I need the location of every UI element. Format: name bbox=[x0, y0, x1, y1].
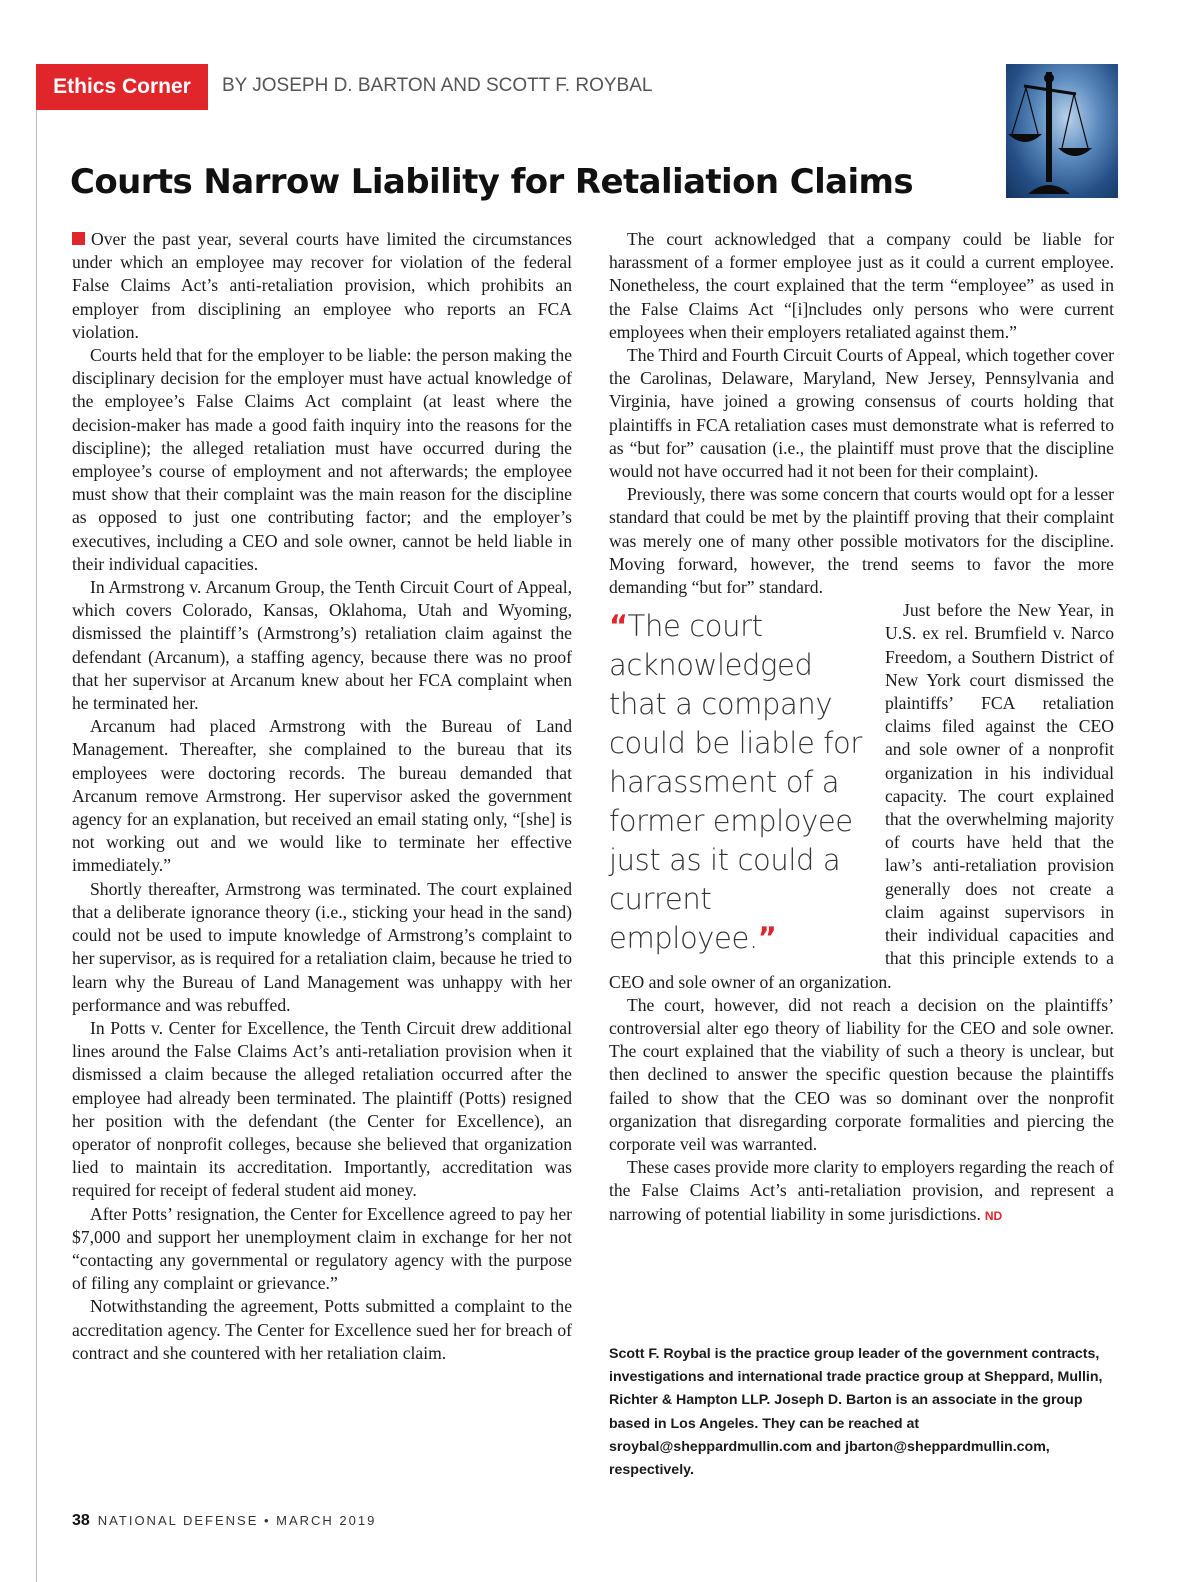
bullet-marker bbox=[72, 232, 85, 245]
pull-quote bbox=[609, 607, 871, 958]
scales-icon bbox=[1006, 64, 1118, 198]
margin-rule bbox=[36, 108, 37, 1582]
page-number: 38 bbox=[72, 1512, 90, 1529]
pull-quote-text: The court acknowledged that a company could be liable for harassment of a former employee just as it could a current employee. bbox=[609, 609, 862, 956]
paragraph: Arcanum had placed Armstrong with the Bureau of Land Management. Thereafter, she complained to the bureau that its employees were doctoring records. The bureau demanded that Arcanum remove Armstrong. Her supervisor asked the government agency for an explanation, but received an email stating only, “[she] is not working out and we would like to terminate her effective immediately.” bbox=[72, 716, 572, 876]
paragraph-text: These cases provide more clarity to employers regarding the reach of the False Claims Act’s anti-retaliation provision, and represent a narrowing of potential liability in some jurisdictions. bbox=[609, 1157, 1114, 1224]
close-quote-mark: ” bbox=[757, 921, 777, 956]
paragraph: Previously, there was some concern that courts would opt for a lesser standard that could be met by the plaintiff proving that their complaint was merely one of many other possible motivators for the discipline. Moving forward, however, the trend seems to favor the more demanding “but for” standard. bbox=[609, 484, 1114, 598]
byline: BY JOSEPH D. BARTON AND SCOTT F. ROYBAL bbox=[222, 75, 653, 96]
end-mark: ND bbox=[984, 1208, 1003, 1223]
paragraph: Notwithstanding the agreement, Potts submitted a complaint to the accreditation agency. The Center for Excellence sued her for breach of contract and she countered with her retaliation claim. bbox=[72, 1296, 572, 1363]
paragraph: Shortly thereafter, Armstrong was terminated. The court explained that a deliberate ignorance theory (i.e., sticking your head in the sand) could not be used to impute knowledge of Armstrong’s complaint to her supervisor, as is required for a retaliation claim, because he tried to learn why the Bureau of Land Management was unhappy with her performance and was rebuffed. bbox=[72, 878, 572, 1015]
paragraph: Courts held that for the employer to be liable: the person making the disciplinary decision for the employer must have actual knowledge of the employee’s False Claims Act complaint (at least where the decision-maker has made a good faith inquiry into the reasons for the discipline); the alleged retaliation must have occurred during the employee’s course of employment and not afterwards; the employee must show that their complaint was the main reason for the discipline as opposed to just one contributing factor; and the employer’s executives, including a CEO and sole owner, cannot be held liable in their individual capacities. bbox=[72, 345, 572, 574]
paragraph: The court acknowledged that a company could be liable for harassment of a former employee just as it could a current employee. Nonetheless, the court explained that the term “employee” as used in the False Claims Act “[i]ncludes only persons who were current employees when their employers retaliated against them.” bbox=[609, 229, 1114, 342]
publication-line: NATIONAL DEFENSE • MARCH 2019 bbox=[97, 1513, 377, 1528]
right-column bbox=[609, 228, 1114, 1228]
scales-image bbox=[1006, 64, 1118, 198]
paragraph: The court, however, did not reach a decision on the plaintiffs’ controversial alter ego theory of liability for the CEO and sole owner. The court explained that the viability of such a theory is unclear, but then declined to answer the specific question because the plaintiffs failed to show that the CEO was so dominant over the nonprofit organization that disregarding corporate formalities and piercing the corporate veil was warranted. bbox=[609, 994, 1114, 1154]
headline: Courts Narrow Liability for Retaliation Claims bbox=[70, 162, 913, 202]
page-footer bbox=[72, 1512, 376, 1530]
author-bio: Scott F. Roybal is the practice group leader of the government contracts, investigations and international trade practice group at Sheppard, Mullin, Richter & Hampton LLP. Joseph D. Barton is an associate in the group based in Los Angeles. They can be reached at sroybal@sheppardmullin.com and jbarton@sheppardmullin.com, respectively. bbox=[609, 1346, 1103, 1479]
section-tag: Ethics Corner bbox=[36, 64, 208, 110]
paragraph: After Potts’ resignation, the Center for Excellence agreed to pay her $7,000 and support her unemployment claim in exchange for her not “contacting any governmental or regulatory agency with the purpose of filing any complaint or grievance.” bbox=[72, 1203, 572, 1294]
paragraph: In Armstrong v. Arcanum Group, the Tenth Circuit Court of Appeal, which covers Colorado, Kansas, Oklahoma, Utah and Wyoming, dismissed the plaintiff’s (Armstrong’s) retaliation claim against the defendant (Arcanum), a staffing agency, because there was no proof that her supervisor at Arcanum knew about her FCA complaint when he terminated her. bbox=[72, 577, 572, 714]
paragraph-text: Over the past year, several courts have limited the circumstances under which an employee may recover for violation of the federal False Claims Act’s anti-retaliation provision, which prohibits an employer from disciplining an employee who reports an FCA violation. bbox=[72, 229, 572, 342]
left-column bbox=[72, 228, 572, 1365]
paragraph: The Third and Fourth Circuit Courts of Appeal, which together cover the Carolinas, Delaware, Maryland, New Jersey, Pennsylvania and Virginia, have joined a growing consensus of courts holding that plaintiffs in FCA retaliation cases must demonstrate what is referred to as “but for” causation (i.e., the plaintiff must prove that the discipline would not have occurred had it not been for their complaint). bbox=[609, 345, 1114, 482]
final-paragraph bbox=[609, 1156, 1114, 1228]
open-quote-mark: “ bbox=[609, 609, 628, 644]
paragraph: Just before the New Year, in U.S. ex rel. Brumfield v. Narco Freedom, a Southern District of New York court dismissed the plaintiffs’ FCA retaliation claims filed against the CEO and sole owner of a nonprofit organization in his individual capacity. The court explained that the overwhelming majority of courts have held that the law’s anti-retaliation provision generally does not create a claim against supervisors in their individual capacities and that this principle extends to a CEO and sole owner of an organization. bbox=[609, 600, 1114, 992]
paragraph: In Potts v. Center for Excellence, the Tenth Circuit drew additional lines around the False Claims Act’s anti-retaliation provision when it dismissed a claim because the alleged retaliation occurred after the employee had already been terminated. The plaintiff (Potts) resigned her position with the defendant (the Center for Excellence), an operator of nonprofit colleges, because she believed that organization lied to maintain its accreditation. Importantly, accreditation was required for receipt of federal student aid money. bbox=[72, 1017, 572, 1201]
lead-paragraph bbox=[72, 228, 572, 344]
